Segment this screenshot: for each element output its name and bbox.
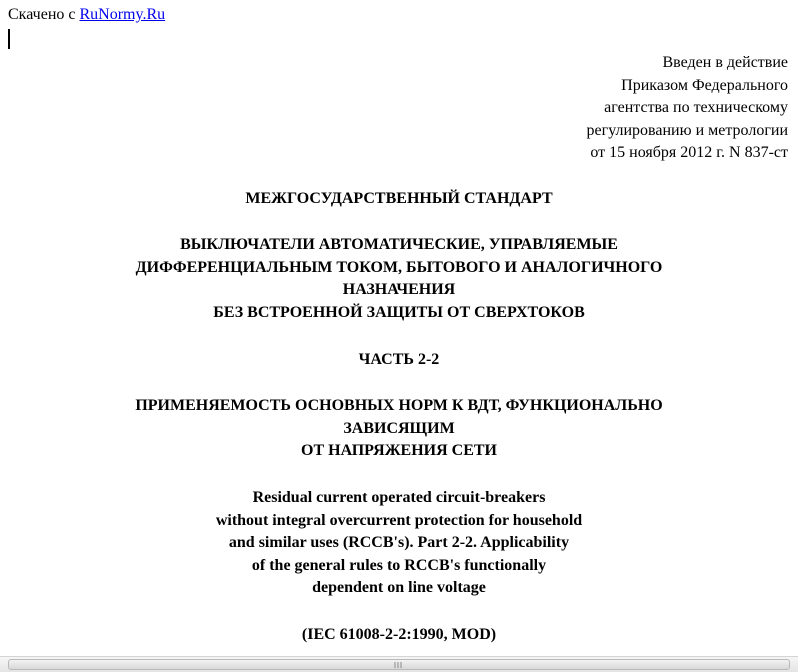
russian-title-line: БЕЗ ВСТРОЕННОЙ ЗАЩИТЫ ОТ СВЕРХТОКОВ bbox=[213, 303, 585, 321]
decree-line: от 15 ноября 2012 г. N 837-ст bbox=[590, 144, 788, 162]
scrollbar-thumb[interactable] bbox=[8, 659, 790, 670]
iec-reference bbox=[0, 624, 798, 647]
grip-icon bbox=[395, 662, 404, 668]
iec-reference-text: (IEC 61008-2-2:1990, MOD) bbox=[301, 626, 497, 643]
russian-subtitle-line: ОТ НАПРЯЖЕНИЯ СЕТИ bbox=[301, 442, 497, 460]
english-title-line: and similar uses (RCCB's). Part 2-2. Applicability bbox=[228, 534, 570, 552]
standard-type: МЕЖГОСУДАРСТВЕННЫЙ СТАНДАРТ bbox=[245, 190, 553, 207]
standard-type-heading bbox=[0, 188, 798, 211]
english-title-line: without integral overcurrent protection for household bbox=[215, 511, 583, 529]
runormy-link[interactable]: RuNormy.Ru bbox=[79, 6, 166, 23]
decree-line: агентства по техническому bbox=[604, 99, 788, 117]
decree-line: регулированию и метрологии bbox=[586, 121, 788, 139]
english-title-line: of the general rules to RCCB's functionally bbox=[251, 556, 547, 574]
english-title-line: Residual current operated circuit-breakers bbox=[252, 489, 546, 506]
decree-line: Введен в действие bbox=[662, 54, 788, 71]
english-title bbox=[0, 487, 798, 600]
text-cursor bbox=[8, 29, 10, 49]
english-title-line: dependent on line voltage bbox=[312, 579, 486, 597]
russian-title-line: ВЫКЛЮЧАТЕЛИ АВТОМАТИЧЕСКИЕ, УПРАВЛЯЕМЫЕ bbox=[180, 236, 618, 253]
russian-title-line: НАЗНАЧЕНИЯ bbox=[342, 281, 456, 299]
russian-subtitle bbox=[0, 395, 798, 463]
part-heading bbox=[0, 349, 798, 372]
russian-title bbox=[0, 234, 798, 324]
russian-subtitle-line: ПРИМЕНЯЕМОСТЬ ОСНОВНЫХ НОРМ К ВДТ, ФУНКЦИОНАЛЬНО bbox=[135, 397, 663, 414]
source-line bbox=[8, 5, 165, 25]
russian-title-line: ДИФФЕРЕНЦИАЛЬНЫМ ТОКОМ, БЫТОВОГО И АНАЛОГИЧНОГО bbox=[135, 258, 663, 276]
horizontal-scrollbar[interactable] bbox=[0, 656, 798, 672]
part-label: ЧАСТЬ 2-2 bbox=[358, 351, 440, 368]
russian-subtitle-line: ЗАВИСЯЩИМ bbox=[343, 419, 455, 437]
source-prefix: Скачено с bbox=[8, 6, 80, 23]
decree-line: Приказом Федерального bbox=[621, 76, 788, 94]
decree-block bbox=[587, 52, 788, 165]
